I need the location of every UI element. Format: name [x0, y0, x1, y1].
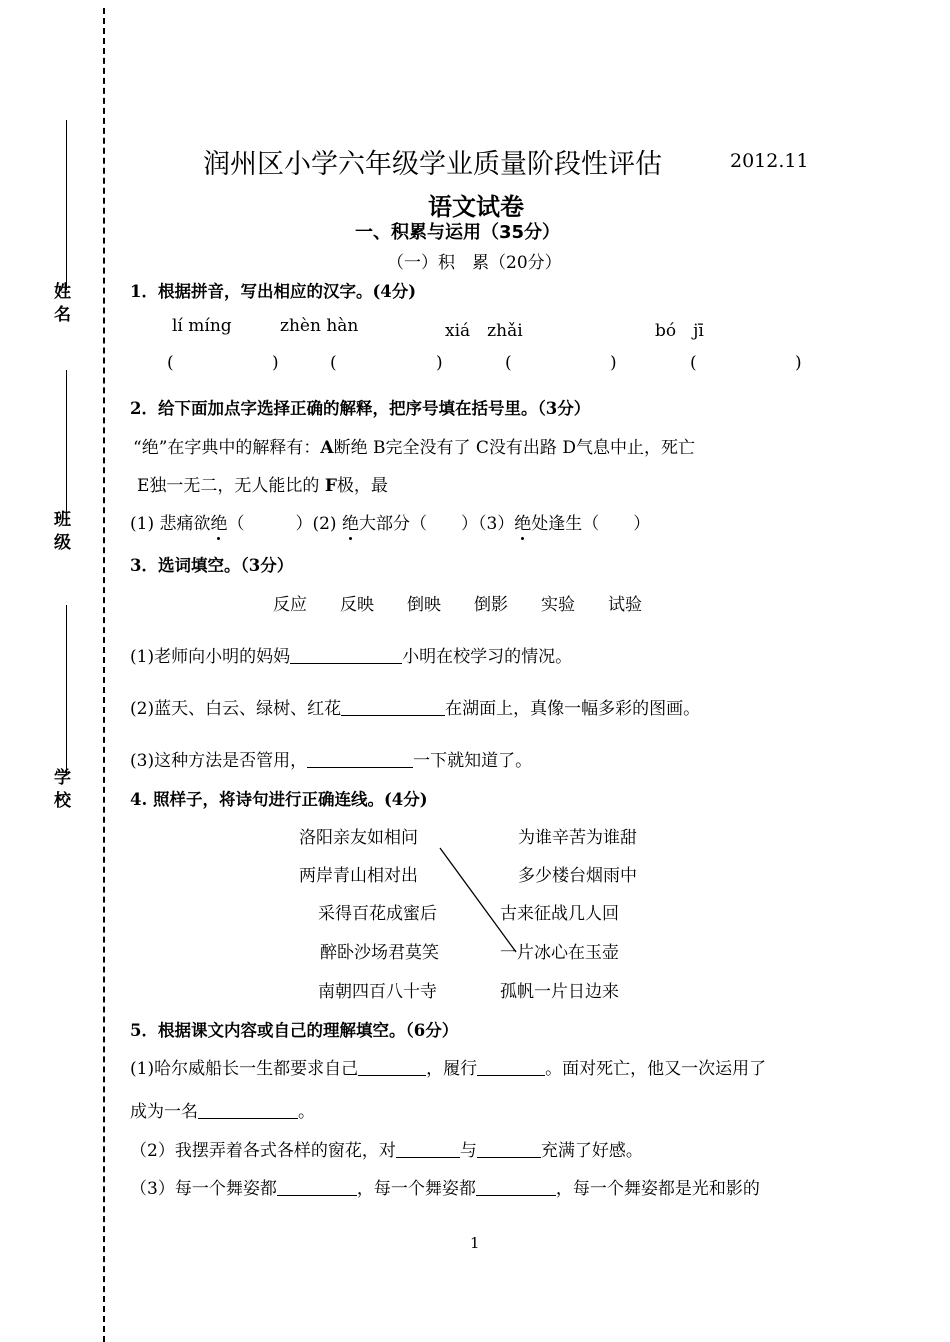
q5-blank-2[interactable]: [477, 1058, 545, 1076]
exam-subtitle: 语文试卷: [428, 193, 524, 221]
q5-blank-4[interactable]: [396, 1140, 460, 1158]
subsection-heading: （一）积 累（20分）: [387, 253, 562, 273]
dotted-char: 绝: [514, 514, 532, 534]
q5-blank-7[interactable]: [476, 1178, 556, 1196]
q4-right-5: 孤帆一片日边来: [500, 982, 619, 1002]
q2-answer-3[interactable]: 处逢生（ ）: [531, 514, 651, 534]
q1-answer-3-open: (: [505, 353, 512, 373]
school-label: 学 校: [50, 768, 70, 808]
q4-left-2: 两岸青山相对出: [299, 866, 418, 886]
q3-title: 3．选词填空。（3分）: [130, 556, 294, 575]
q5-blank-3[interactable]: [198, 1101, 298, 1119]
q5-sentence-1-cont: 成为一名 。: [130, 1102, 315, 1122]
q3-word-3: 倒映: [407, 595, 441, 615]
section-heading: 一、积累与运用（35分）: [355, 222, 561, 243]
q1-pinyin-4: bó jī: [655, 321, 704, 341]
q1-answer-1-close: ): [272, 353, 279, 373]
q2-title: 2．给下面加点字选择正确的解释，把序号填在括号里。（3分）: [130, 399, 591, 418]
exam-date: 2012.11: [730, 150, 809, 172]
q1-answer-2-open: (: [330, 353, 337, 373]
q1-pinyin-1: lí míng: [172, 316, 232, 336]
q5-blank-1[interactable]: [358, 1058, 426, 1076]
page-number: 1: [470, 1234, 480, 1252]
q4-right-1: 为谁辛苦为谁甜: [518, 828, 637, 848]
q5-blank-6[interactable]: [277, 1178, 357, 1196]
q5-sentence-1: (1)哈尔威船长一生都要求自己 ，履行 。面对死亡，他又一次运用了: [130, 1059, 767, 1079]
q3-word-1: 反应: [273, 595, 307, 615]
q4-left-1: 洛阳亲友如相问: [299, 828, 418, 848]
q2-definitions-line1: “绝”在字典中的解释有：A断绝 B完全没有了 C没有出路 D气息中止，死亡: [133, 438, 695, 458]
q4-left-5: 南朝四百八十寺: [318, 982, 437, 1002]
q2-answer-2[interactable]: 大部分（ ）: [358, 514, 478, 534]
q5-title: 5．根据课文内容或自己的理解填空。（6分）: [130, 1021, 459, 1040]
q3-word-4: 倒影: [474, 595, 508, 615]
q3-sentence-2: (2)蓝天、白云、绿树、红花 在湖面上，真像一幅多彩的图画。: [130, 699, 701, 719]
class-label: 班 级: [50, 510, 70, 550]
q4-left-3: 采得百花成蜜后: [318, 904, 437, 924]
q1-pinyin-2: zhèn hàn: [280, 316, 359, 336]
q3-sentence-3: (3)这种方法是否管用， 一下就知道了。: [130, 751, 533, 771]
q4-right-4: 一片冰心在玉壶: [500, 943, 619, 963]
q5-sentence-2: （2）我摆弄着各式各样的窗花，对 与 充满了好感。: [130, 1141, 643, 1161]
q4-right-2: 多少楼台烟雨中: [518, 866, 637, 886]
q4-left-4: 醉卧沙场君莫笑: [320, 943, 439, 963]
q1-pinyin-3: xiá zhǎi: [445, 321, 523, 341]
dotted-char: 绝: [341, 514, 359, 534]
q1-answer-4-close: ): [795, 353, 802, 373]
dotted-char: 绝: [210, 514, 228, 534]
q4-title: 4. 照样子，将诗句进行正确连线。(4分): [130, 790, 428, 809]
name-label: 姓 名: [50, 282, 70, 322]
q3-word-5: 实验: [541, 595, 575, 615]
q1-answer-2-close: ): [436, 353, 443, 373]
q3-word-6: 试验: [608, 595, 642, 615]
q2-items: (1) 悲痛欲绝（ ）(2) 绝大部分（ ）（3）绝处逢生（ ）: [130, 514, 651, 534]
q2-answer-1[interactable]: （ ）: [227, 514, 313, 534]
q3-word-2: 反映: [340, 595, 374, 615]
q1-title: 1．根据拼音，写出相应的汉字。(4分): [130, 282, 417, 301]
q5-sentence-3: （3）每一个舞姿都 ，每一个舞姿都 ，每一个舞姿都是光和影的: [130, 1179, 760, 1199]
q2-definitions-line2: E独一无二，无人能比的 F极，最: [137, 476, 388, 496]
q5-blank-5[interactable]: [477, 1140, 541, 1158]
q4-right-3: 古来征战几人回: [500, 904, 619, 924]
q3-sentence-1: (1)老师向小明的妈妈 小明在校学习的情况。: [130, 647, 573, 667]
q1-answer-1-open: (: [167, 353, 174, 373]
exam-title: 润州区小学六年级学业质量阶段性评估: [203, 149, 662, 180]
q1-answer-3-close: ): [610, 353, 617, 373]
q1-answer-4-open: (: [690, 353, 697, 373]
